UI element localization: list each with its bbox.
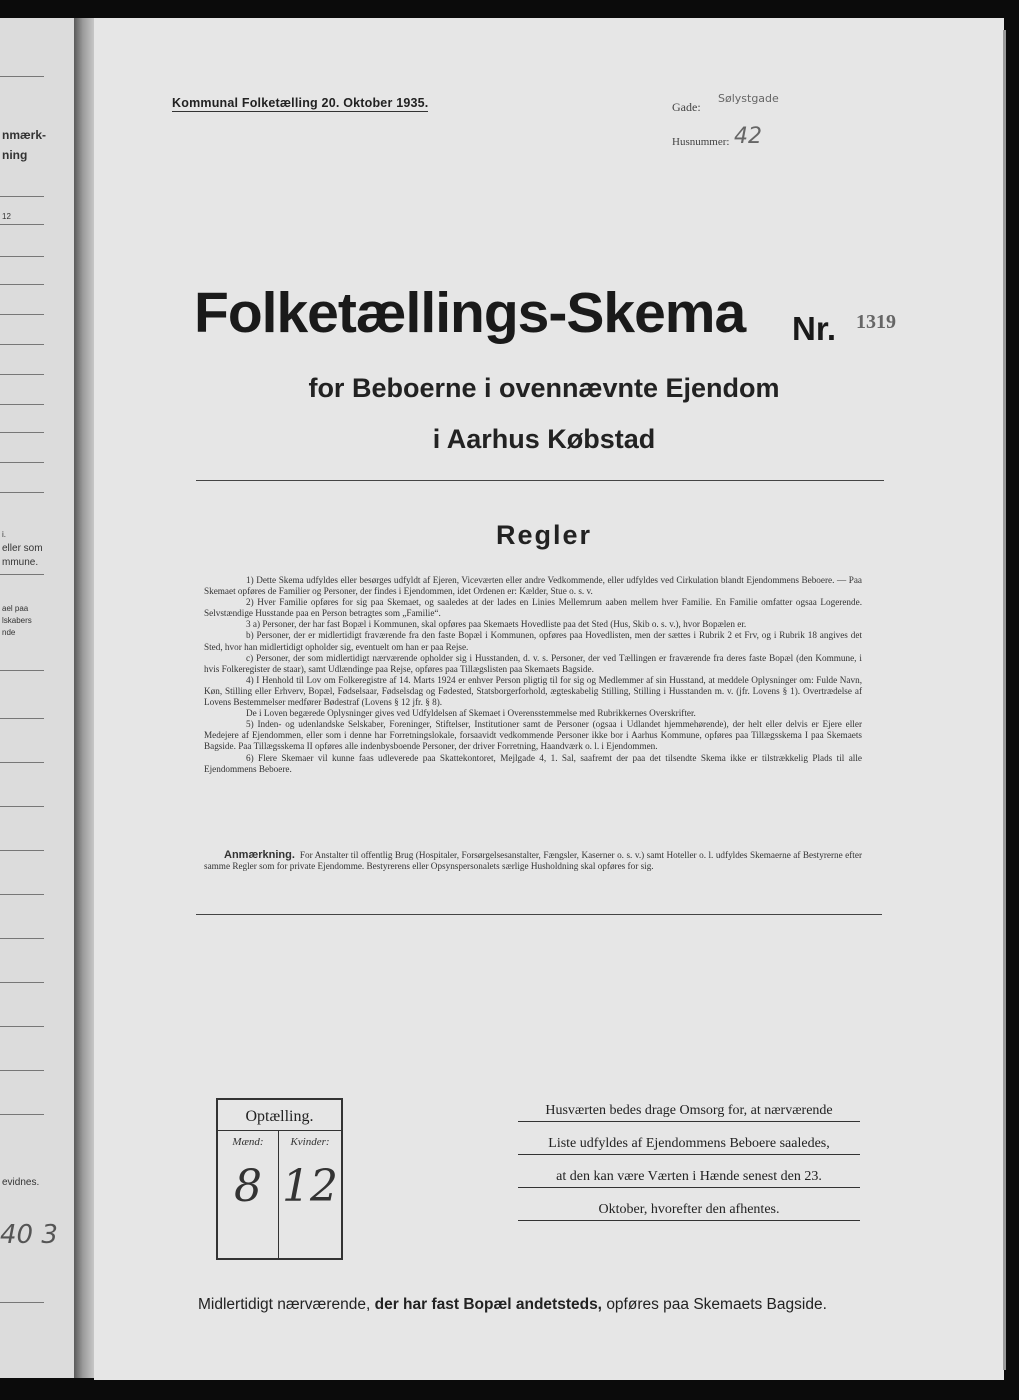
divider	[0, 374, 44, 375]
women-count: 12	[282, 1161, 338, 1212]
note-block	[204, 850, 862, 872]
divider	[0, 256, 44, 257]
left-text: i.	[2, 530, 6, 539]
left-text: evidnes.	[2, 1177, 40, 1188]
divider	[0, 574, 44, 575]
divider	[0, 314, 44, 315]
rule-paragraph: 2) Hver Familie opføres for sig paa Skemaet, og saaledes at der lades en Linies Mellemrum aaben mellem hver Familie. En Familie omfatter ogsaa Logerende. Selvstændige Husstande paa en Person betragtes som „Familie“.	[204, 597, 862, 619]
divider	[0, 938, 44, 939]
left-text: eller som	[2, 543, 43, 554]
count-box	[216, 1098, 343, 1260]
divider	[0, 1026, 44, 1027]
divider	[0, 670, 44, 671]
house-number-label: Husnummer:	[672, 136, 730, 148]
divider	[0, 762, 44, 763]
divider	[0, 196, 44, 197]
divider	[0, 224, 44, 225]
divider	[0, 894, 44, 895]
form-number-value: 1319	[856, 311, 896, 333]
note-heading: Anmærkning.	[224, 849, 295, 861]
census-title: Kommunal Folketælling 20. Oktober 1935.	[172, 96, 429, 110]
landlord-instructions	[518, 1103, 860, 1235]
rule-paragraph: 5) Inden- og udenlandske Selskaber, Foreninger, Stiftelser, Institutioner samt de Personer (ogsaa i Udlandet hjemmehørende), der helt eller delvis er Ejere eller Medejere af Ejendommen, eller som i denne har Forretningslokale, forsaavidt vedkommende Personer ikke bor i Aarhus Kommune, opføres paa Tillægsskema I paa Skemaets Bagside. Paa Tillægsskema II opføres alle indenbysboende Personer, der driver Forretning, Haandværk o. l. i Ejendommen.	[204, 719, 862, 752]
left-text: lskabers	[2, 616, 32, 625]
divider	[0, 1302, 44, 1303]
rule-paragraph: 4) I Henhold til Lov om Folkeregistre af 14. Marts 1924 er enhver Person pligtig til for sig og Medlemmer af sin Husstand, at meddele Oplysninger om: Fulde Navn, Køn, Stilling eller Erhverv, Bopæl, Fødselsaar, Fødselsdag og Fødested, Statsborgerforhold, ægteskabelig Stilling, Stilling i Husstanden m. v. (jfr. Lovens § 1). Overtrædelse af Lovens Bestemmelser medfører Bødestraf (Lovens § 12 jfr. § 8).	[204, 674, 862, 708]
divider	[0, 718, 44, 719]
street-value: Sølystgade	[718, 92, 779, 105]
form-title: Folketællings-Skema	[194, 281, 746, 345]
street-label: Gade:	[672, 100, 701, 114]
divider	[0, 404, 44, 405]
divider	[0, 76, 44, 77]
divider	[0, 492, 44, 493]
rule-paragraph: b) Personer, der er midlertidigt fraværende fra den faste Bopæl i Kommunen, opføres paa Hovedlisten, men der sættes i Rubrik 2 et Frv, og i Rubrik 18 angives det Sted, hvor han midlertidigt opholder sig, eventuelt om han er paa Rejse.	[204, 630, 862, 652]
left-text: mmune.	[2, 557, 39, 568]
count-box-title: Optælling.	[218, 1100, 341, 1131]
divider	[0, 432, 44, 433]
instruction-line: Oktober, hvorefter den afhentes.	[518, 1202, 860, 1221]
footer-part-bold: der har fast Bopæl andetsteds,	[374, 1296, 602, 1313]
divider	[0, 806, 44, 807]
note-text: For Anstalter til offentlig Brug (Hospitaler, Forsørgelsesanstalter, Fængsler, Kaserner o. s. v.) samt Hoteller o. l. udfyldes Skemaerne af Bestyrerne efter samme Regler som for private Ejendomme. Bestyrerens eller Opsynspersonalets særlige Husholdning skal opføres for sig.	[204, 850, 862, 872]
women-column	[279, 1131, 341, 1258]
divider	[0, 284, 44, 285]
rule-paragraph: 3 a) Personer, der har fast Bopæl i Kommunen, skal opføres paa Skemaets Hovedliste paa det Sted (Hus, Skib o. s. v.), hvor Bopælen er.	[246, 619, 747, 630]
census-form-page	[94, 18, 1004, 1380]
rule-paragraph: 6) Flere Skemaer vil kunne faas udleverede paa Skattekontoret, Mejlgade 4, 1. Sal, saafremt der paa det tilsendte Skema ikke er tilstrækkelig Plads til alle Ejendommens Beboere.	[204, 752, 862, 774]
left-text: 12	[2, 212, 11, 221]
women-label: Kvinder:	[290, 1136, 330, 1148]
left-text: nde	[2, 628, 16, 637]
divider	[196, 914, 882, 915]
footer-part: Midlertidigt nærværende,	[198, 1296, 371, 1313]
left-text: nmærk-	[2, 128, 47, 142]
form-subtitle-location: i Aarhus Købstad	[432, 424, 656, 454]
divider	[0, 850, 44, 851]
divider	[0, 462, 44, 463]
rule-paragraph: 1) Dette Skema udfyldes eller besørges udfyldt af Ejeren, Viceværten eller andre Vedkommende, eller udfyldes ved Cirkulation blandt Ejendommens Beboere. — Paa Skemaet opføres de Familier og Personer, der findes i Ejendommen, idet Ordenen er: Kælder, Stue o. s. v.	[204, 575, 862, 597]
left-page-fragment	[0, 18, 76, 1378]
page-edge	[1003, 30, 1006, 1370]
rule-paragraph: De i Loven begærede Oplysninger gives ved Udfyldelsen af Skemaet i Overensstemmelse med Rubrikkernes Overskrifter.	[246, 708, 696, 719]
house-number-value: 42	[734, 124, 762, 149]
left-handwriting: 40 3	[0, 1220, 58, 1250]
divider	[0, 1070, 44, 1071]
left-text: ael paa	[2, 604, 29, 613]
men-label: Mænd:	[232, 1136, 264, 1148]
instruction-line: at den kan være Værten i Hænde senest den 23.	[518, 1169, 860, 1188]
divider	[0, 982, 44, 983]
footer-note	[198, 1296, 827, 1314]
rule-paragraph: c) Personer, der som midlertidigt nærværende opholder sig i Husstanden, d. v. s. Personer, der ved Tællingen er fraværende fra deres faste Bopæl (den Kommune, i hvis Folkeregister de staar), samt Udlændinge paa Rejse, opføres paa Tillægslisten paa Skemaets Bagside.	[204, 652, 862, 674]
divider	[0, 1114, 44, 1115]
men-count: 8	[234, 1161, 262, 1212]
divider	[196, 480, 884, 481]
rules-text	[204, 575, 862, 775]
men-column	[218, 1131, 279, 1258]
book-gutter	[74, 18, 96, 1378]
footer-part: opføres paa Skemaets Bagside.	[606, 1296, 827, 1313]
rules-heading: Regler	[495, 520, 593, 550]
form-subtitle: for Beboerne i ovennævnte Ejendom	[308, 373, 780, 403]
form-number-label: Nr.	[792, 310, 837, 347]
instruction-line: Liste udfyldes af Ejendommens Beboere saaledes,	[518, 1136, 860, 1155]
left-text: ning	[2, 148, 28, 162]
divider	[0, 344, 44, 345]
instruction-line: Husværten bedes drage Omsorg for, at nærværende	[518, 1103, 860, 1122]
